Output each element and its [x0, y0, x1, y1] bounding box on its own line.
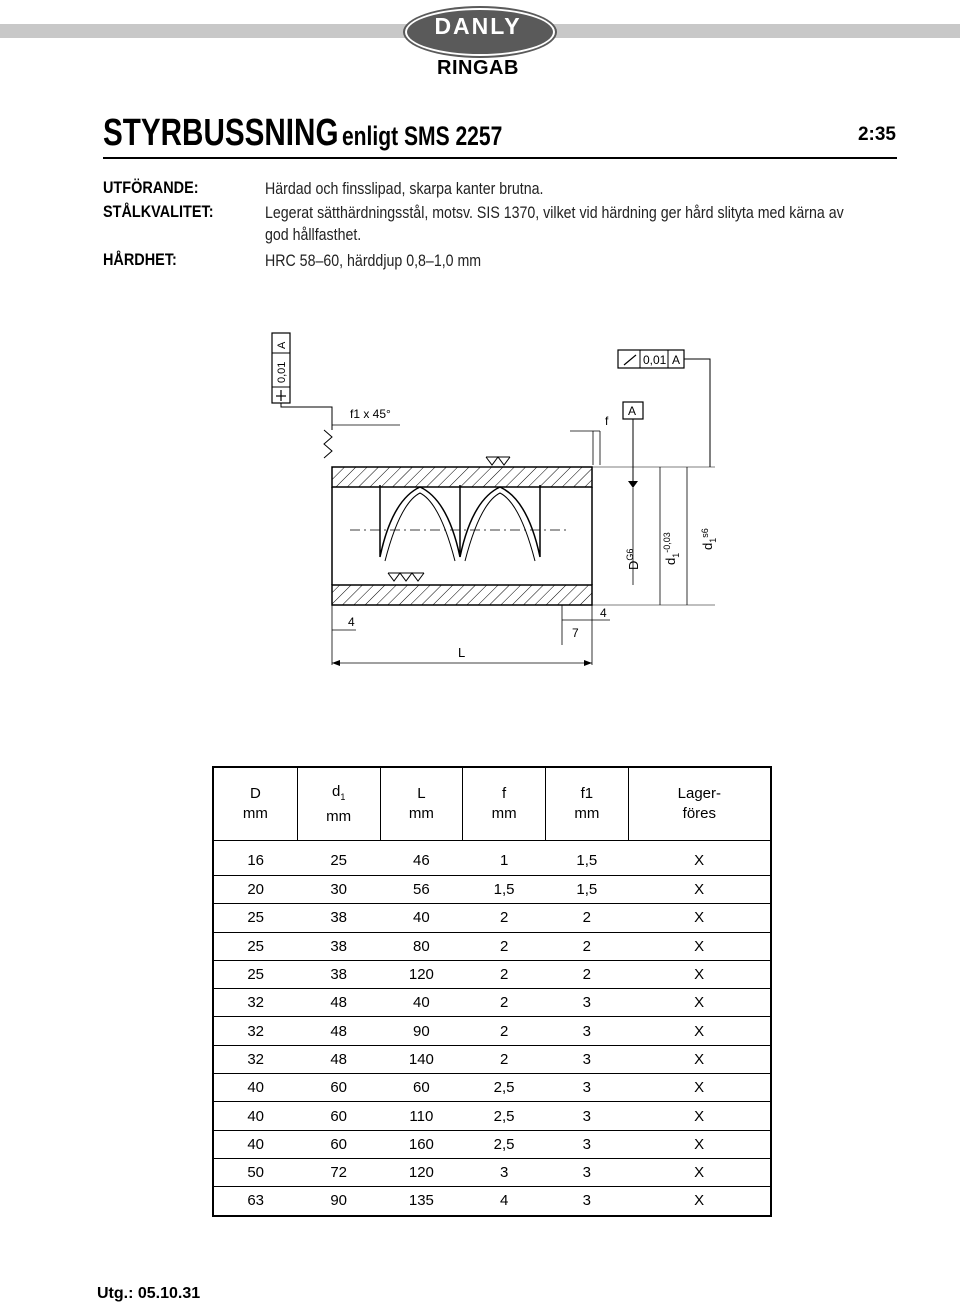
- table-cell: 4: [463, 1187, 546, 1216]
- table-cell: X: [628, 1102, 771, 1130]
- table-cell: 63: [213, 1187, 297, 1216]
- label-D: $D^{G6}$: [625, 548, 641, 570]
- table-row: [213, 841, 771, 876]
- table-cell: 20: [213, 876, 297, 904]
- table-cell: 2: [463, 932, 546, 960]
- table-cell: 60: [297, 1074, 380, 1102]
- table-cell: 135: [380, 1187, 463, 1216]
- table-cell: 3: [545, 1158, 628, 1186]
- chamfer-label: f1 x 45°: [350, 407, 391, 421]
- page-title: [103, 112, 502, 155]
- table-cell: 40: [213, 1102, 297, 1130]
- table-body: [213, 841, 771, 1216]
- table-cell: 2,5: [463, 1130, 546, 1158]
- utforande-label: UTFÖRANDE:: [103, 178, 199, 197]
- table-cell: X: [628, 932, 771, 960]
- page-number: 2:35: [857, 124, 896, 145]
- stalkvalitet-value: Legerat sätthärdningsstål, motsv. SIS 1370, vilket vid härdning ger hård slityta med kärna av god hållfasthet.: [265, 204, 844, 244]
- label-d1s6: $d_1^{s6}$: [700, 528, 718, 550]
- tol-right-value: 0,01: [643, 353, 667, 367]
- col-D: D mm: [213, 767, 297, 841]
- table-cell: 2: [545, 960, 628, 988]
- label-d1: $d_1^{-0,03}$: [662, 532, 681, 565]
- table-cell: 160: [380, 1130, 463, 1158]
- table-cell: 16: [213, 841, 297, 876]
- dimension-table: [212, 766, 772, 1217]
- table-row: [213, 1187, 771, 1216]
- table-cell: 60: [297, 1102, 380, 1130]
- table-cell: 72: [297, 1158, 380, 1186]
- hardhet-value: HRC 58–60, härddjup 0,8–1,0 mm: [265, 252, 482, 270]
- table-cell: 32: [213, 989, 297, 1017]
- table-cell: 48: [297, 989, 380, 1017]
- bushing-drawing: [260, 325, 730, 675]
- table-cell: 1,5: [545, 876, 628, 904]
- table-cell: 2,5: [463, 1102, 546, 1130]
- table-row: [213, 1045, 771, 1073]
- table-cell: 2: [463, 1045, 546, 1073]
- table-cell: 48: [297, 1045, 380, 1073]
- table-row: [213, 1130, 771, 1158]
- table-cell: 90: [380, 1017, 463, 1045]
- col-f1: f1 mm: [545, 767, 628, 841]
- table-cell: 25: [213, 932, 297, 960]
- table-cell: 40: [380, 904, 463, 932]
- table-row: [213, 904, 771, 932]
- stalkvalitet-label: STÅLKVALITET:: [103, 202, 214, 221]
- dim-4-right: 4: [600, 606, 607, 620]
- table-cell: 2: [545, 932, 628, 960]
- dim-L: L: [458, 645, 466, 660]
- table-header-row: [213, 767, 771, 841]
- table-cell: X: [628, 1074, 771, 1102]
- edition-date: Utg.: 05.10.31: [97, 1285, 201, 1302]
- table-cell: X: [628, 1017, 771, 1045]
- table-cell: 90: [297, 1187, 380, 1216]
- table-cell: 38: [297, 960, 380, 988]
- table-row: [213, 876, 771, 904]
- table-cell: 40: [213, 1074, 297, 1102]
- table-cell: 25: [297, 841, 380, 876]
- table-row: [213, 1102, 771, 1130]
- table-row: [213, 932, 771, 960]
- dim-4-left: 4: [348, 615, 355, 629]
- table-cell: 32: [213, 1017, 297, 1045]
- table-cell: X: [628, 989, 771, 1017]
- table-cell: 3: [545, 1045, 628, 1073]
- table-cell: X: [628, 876, 771, 904]
- table-row: [213, 960, 771, 988]
- table-cell: X: [628, 841, 771, 876]
- header-bar-left: [0, 24, 410, 38]
- table-cell: 80: [380, 932, 463, 960]
- tol-left-datum: A: [276, 341, 288, 349]
- f-label: f: [605, 414, 609, 428]
- table-cell: 3: [463, 1158, 546, 1186]
- table-cell: 38: [297, 904, 380, 932]
- table-cell: 60: [297, 1130, 380, 1158]
- table-cell: 3: [545, 1017, 628, 1045]
- table-cell: 1: [463, 841, 546, 876]
- table-cell: 40: [213, 1130, 297, 1158]
- table-cell: 2: [463, 960, 546, 988]
- header-bar-right: [546, 24, 960, 38]
- title-sub: enligt SMS 2257: [341, 121, 503, 151]
- table-row: [213, 989, 771, 1017]
- title-rule: [103, 157, 897, 159]
- table-cell: 1,5: [545, 841, 628, 876]
- table-cell: 2: [545, 904, 628, 932]
- table-cell: 120: [380, 960, 463, 988]
- subbrand-name: RINGAB: [437, 57, 519, 79]
- table-cell: 2: [463, 989, 546, 1017]
- col-f: f mm: [463, 767, 546, 841]
- table-cell: 50: [213, 1158, 297, 1186]
- tol-right-datum: A: [672, 353, 681, 367]
- table-cell: 40: [380, 989, 463, 1017]
- table-cell: 25: [213, 904, 297, 932]
- tolerance-frame-left: [272, 333, 332, 430]
- table-row: [213, 1158, 771, 1186]
- table-cell: 3: [545, 1187, 628, 1216]
- logo-text: DANLY: [434, 13, 522, 39]
- table-cell: 3: [545, 1074, 628, 1102]
- table-cell: 2: [463, 1017, 546, 1045]
- title-main: STYRBUSSNING: [103, 112, 339, 154]
- table-cell: 46: [380, 841, 463, 876]
- table-cell: X: [628, 1130, 771, 1158]
- table-cell: 38: [297, 932, 380, 960]
- table-row: [213, 1017, 771, 1045]
- table-cell: 60: [380, 1074, 463, 1102]
- utforande-value: Härdad och finsslipad, skarpa kanter brutna.: [265, 180, 544, 198]
- table-cell: 110: [380, 1102, 463, 1130]
- hardhet-label: HÅRDHET:: [103, 250, 177, 269]
- table-cell: 48: [297, 1017, 380, 1045]
- datum-a: A: [628, 404, 637, 418]
- tol-left-value: 0,01: [276, 361, 288, 383]
- col-d1: $d_1$ mm: [297, 767, 380, 841]
- dim-7: 7: [572, 626, 579, 640]
- col-L: L mm: [380, 767, 463, 841]
- table-cell: 30: [297, 876, 380, 904]
- table-cell: 2: [463, 904, 546, 932]
- table-cell: 3: [545, 989, 628, 1017]
- table-cell: 140: [380, 1045, 463, 1073]
- table-cell: 120: [380, 1158, 463, 1186]
- table-cell: X: [628, 1187, 771, 1216]
- table-cell: 3: [545, 1102, 628, 1130]
- table-cell: 32: [213, 1045, 297, 1073]
- table-cell: X: [628, 1158, 771, 1186]
- table-cell: 25: [213, 960, 297, 988]
- table-cell: 3: [545, 1130, 628, 1158]
- table-cell: 1,5: [463, 876, 546, 904]
- table-cell: 2,5: [463, 1074, 546, 1102]
- table-cell: 56: [380, 876, 463, 904]
- table-cell: X: [628, 904, 771, 932]
- col-lagerfores: Lager- föres: [628, 767, 771, 841]
- table-cell: X: [628, 1045, 771, 1073]
- table-cell: X: [628, 960, 771, 988]
- bushing-section: [332, 467, 592, 605]
- table-row: [213, 1074, 771, 1102]
